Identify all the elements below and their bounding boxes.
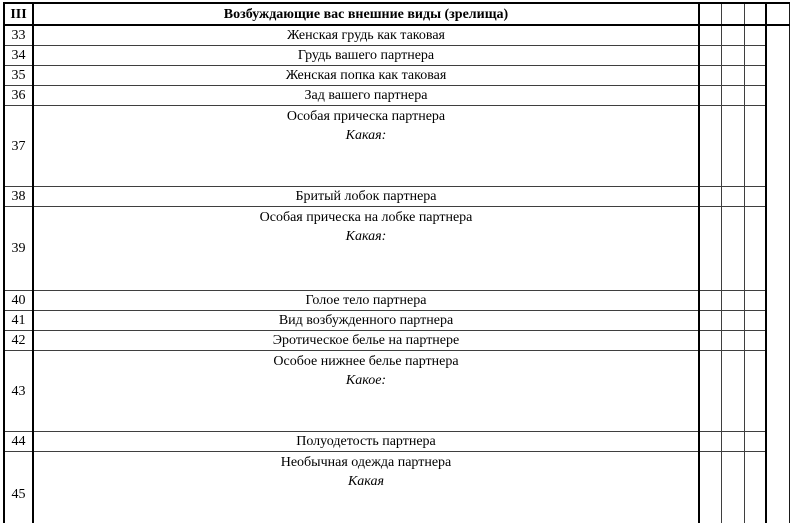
- table-row: [4, 452, 789, 523]
- answer-cell: [699, 46, 721, 66]
- answer-cell: [721, 25, 744, 46]
- row-label: Эротическое белье на партнере: [272, 333, 460, 348]
- table-row: [4, 351, 789, 432]
- row-number-cell: 44: [4, 432, 33, 452]
- answer-cell: [699, 291, 721, 311]
- row-sub-label: Какое:: [345, 373, 387, 388]
- answer-cell: [699, 311, 721, 331]
- table-row: [4, 432, 789, 452]
- row-label: Особая прическа партнера: [286, 109, 446, 124]
- row-label: Бритый лобок партнера: [295, 189, 437, 204]
- table-row: [4, 106, 789, 187]
- answer-cell: [744, 66, 766, 86]
- answer-cell: [744, 86, 766, 106]
- notes-cell: [766, 25, 789, 523]
- answer-cell: [721, 452, 744, 523]
- answer-cell: [744, 106, 766, 187]
- answer-cell: [721, 291, 744, 311]
- row-sub-label: Какая:: [345, 229, 387, 244]
- table-row: [4, 291, 789, 311]
- row-label-cell: [33, 432, 699, 452]
- answer-cell: [699, 106, 721, 187]
- answer-cell: [699, 86, 721, 106]
- answer-cell: [699, 351, 721, 432]
- answer-cell: [744, 432, 766, 452]
- row-number-cell: 45: [4, 452, 33, 523]
- row-number-cell: 39: [4, 207, 33, 291]
- answer-cell: [699, 207, 721, 291]
- row-label: Вид возбужденного партнера: [278, 313, 454, 328]
- questionnaire-table: [3, 2, 790, 523]
- answer-cell: [721, 207, 744, 291]
- row-label-cell: [33, 86, 699, 106]
- answer-cell: [699, 25, 721, 46]
- table-row: [4, 207, 789, 291]
- answer-cell: [699, 187, 721, 207]
- answer-cell: [744, 25, 766, 46]
- answer-cell: [721, 351, 744, 432]
- row-label-cell: [33, 25, 699, 46]
- notes-header-cell: [766, 3, 789, 25]
- table-row: [4, 86, 789, 106]
- row-number-cell: 40: [4, 291, 33, 311]
- table-row: [4, 25, 789, 46]
- row-number-cell: 43: [4, 351, 33, 432]
- answer-header-cell-3: [744, 3, 766, 25]
- answer-cell: [721, 66, 744, 86]
- row-number-cell: 33: [4, 25, 33, 46]
- answer-cell: [721, 311, 744, 331]
- table-row: [4, 66, 789, 86]
- row-number-cell: 36: [4, 86, 33, 106]
- row-label-cell: [33, 351, 699, 432]
- answer-cell: [721, 432, 744, 452]
- answer-cell: [744, 187, 766, 207]
- row-number-cell: 41: [4, 311, 33, 331]
- table-row: [4, 331, 789, 351]
- answer-cell: [744, 207, 766, 291]
- answer-cell: [721, 46, 744, 66]
- answer-cell: [744, 311, 766, 331]
- answer-cell: [699, 66, 721, 86]
- row-label-cell: [33, 452, 699, 523]
- answer-cell: [721, 187, 744, 207]
- row-number-cell: 35: [4, 66, 33, 86]
- row-label: Женская грудь как таковая: [287, 28, 445, 43]
- row-number-cell: 37: [4, 106, 33, 187]
- answer-cell: [699, 331, 721, 351]
- row-number-cell: 34: [4, 46, 33, 66]
- row-label: Необычная одежда партнера: [280, 455, 452, 470]
- row-label-cell: [33, 46, 699, 66]
- row-label: Зад вашего партнера: [304, 88, 428, 103]
- answer-cell: [744, 351, 766, 432]
- answer-cell: [721, 331, 744, 351]
- row-label-cell: [33, 66, 699, 86]
- answer-cell: [721, 86, 744, 106]
- table-title-cell: Возбуждающие вас внешние виды (зрелища): [33, 3, 699, 25]
- row-number-cell: 42: [4, 331, 33, 351]
- row-label: Особое нижнее белье партнера: [273, 354, 459, 369]
- table-row: [4, 46, 789, 66]
- header-row: [4, 3, 789, 25]
- answer-header-cell-1: [699, 3, 721, 25]
- answer-cell: [744, 291, 766, 311]
- row-label: Особая прическа на лобке партнера: [259, 210, 473, 225]
- row-label-cell: [33, 331, 699, 351]
- row-sub-label: Какая: [347, 474, 384, 489]
- row-label: Женская попка как таковая: [285, 68, 447, 83]
- row-label-cell: [33, 187, 699, 207]
- answer-cell: [699, 452, 721, 523]
- row-label-cell: [33, 106, 699, 187]
- row-label: Грудь вашего партнера: [297, 48, 435, 63]
- answer-cell: [721, 106, 744, 187]
- table-row: [4, 187, 789, 207]
- answer-cell: [699, 432, 721, 452]
- rows-body: [4, 25, 789, 523]
- answer-header-cell-2: [721, 3, 744, 25]
- row-number-cell: 38: [4, 187, 33, 207]
- answer-cell: [744, 331, 766, 351]
- answer-cell: [744, 46, 766, 66]
- row-label: Голое тело партнера: [305, 293, 427, 308]
- row-label-cell: [33, 311, 699, 331]
- row-label: Полуодетость партнера: [296, 434, 436, 449]
- section-number-cell: III: [4, 3, 33, 25]
- answer-cell: [744, 452, 766, 523]
- row-label-cell: [33, 291, 699, 311]
- table-row: [4, 311, 789, 331]
- row-sub-label: Какая:: [345, 128, 387, 143]
- row-label-cell: [33, 207, 699, 291]
